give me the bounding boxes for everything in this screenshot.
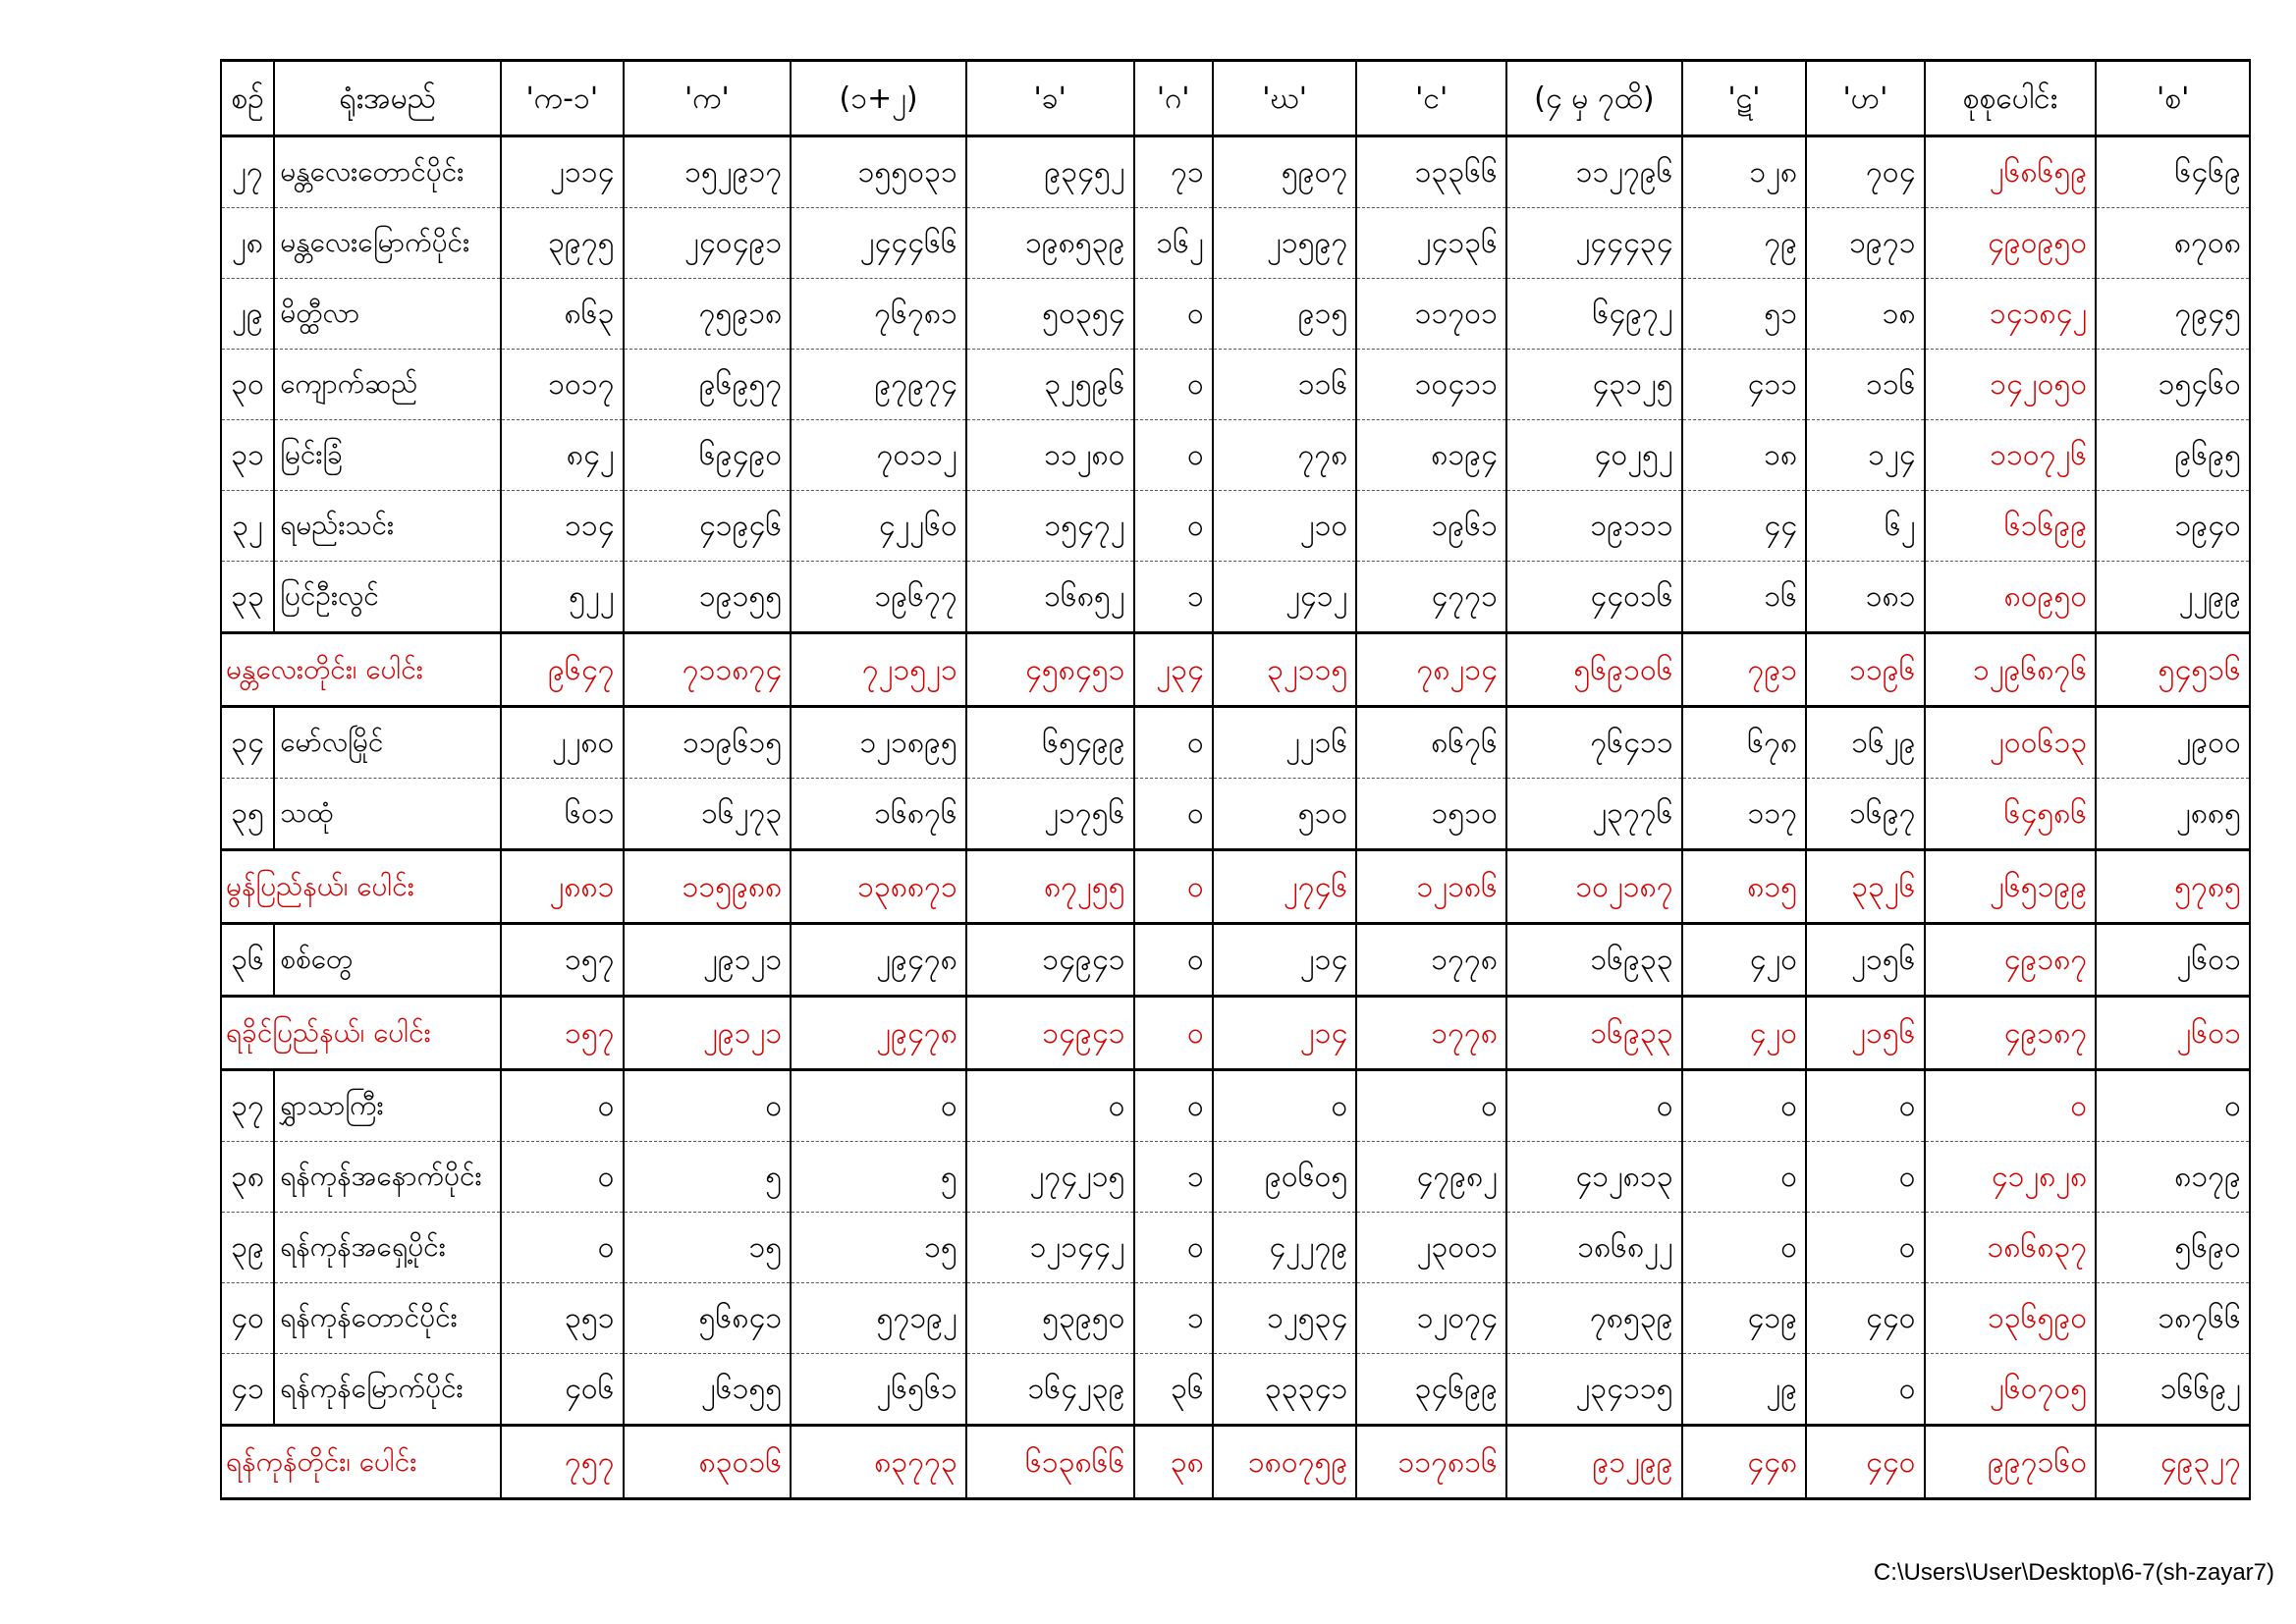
total-cell: ၄၉၁၈၇ — [1925, 924, 2097, 997]
column-header: (၁+၂) — [791, 61, 966, 136]
table-cell: ၄၁၁ — [1682, 350, 1806, 420]
row-number: ၃၉ — [221, 1213, 274, 1283]
table-cell: ၁၇၇၈ — [1356, 924, 1506, 997]
table-cell: ၂၂၉၉ — [2096, 562, 2250, 633]
table-cell: ၉၇၉၇၄ — [791, 350, 966, 420]
table-cell: ၀ — [1134, 491, 1213, 562]
table-cell: ၂၉၄၇၈ — [791, 997, 966, 1070]
table-cell: ၁၂၅၃၄ — [1213, 1283, 1357, 1354]
table-cell: ၁၉၈၅၃၉ — [966, 208, 1134, 279]
table-cell: ၁၄၉၄၁ — [966, 997, 1134, 1070]
table-cell: ၂၉၁၂၁ — [624, 924, 792, 997]
table-row — [221, 136, 2250, 208]
office-name: ကျောက်ဆည် — [274, 350, 501, 420]
table-cell: ၁၆၂၇၃ — [624, 779, 792, 850]
table-cell: ၀ — [1806, 1142, 1924, 1213]
table-cell: ၂၇၄၂၁၅ — [966, 1142, 1134, 1213]
table-cell: ၇၈၂၁၄ — [1356, 633, 1506, 707]
table-cell: ၃၅၁ — [501, 1283, 623, 1354]
table-cell: ၀ — [501, 1213, 623, 1283]
table-cell: ၄၃၁၂၅ — [1506, 350, 1682, 420]
table-cell: ၄၄၈ — [1682, 1426, 1806, 1499]
table-cell: ၈၁၉၄ — [1356, 420, 1506, 491]
subtotal-label: မွန်ပြည်နယ်၊ ပေါင်း — [221, 850, 501, 924]
table-cell: ၁၅၅၀၃၁ — [791, 136, 966, 208]
table-cell: ၈၇၀၈ — [2096, 208, 2250, 279]
total-cell: ၁၄၂၀၅၀ — [1925, 350, 2097, 420]
table-cell: ၈၆၃ — [501, 279, 623, 350]
table-cell: ၅၂၂ — [501, 562, 623, 633]
office-name: ပြင်ဦးလွင် — [274, 562, 501, 633]
table-cell: ၁၆၆၉၂ — [2096, 1354, 2250, 1426]
table-cell: ၂၃၄ — [1134, 633, 1213, 707]
table-cell: ၅၉၀၇ — [1213, 136, 1357, 208]
table-cell: ၃၈ — [1134, 1426, 1213, 1499]
table-cell: ၁၅၇ — [501, 997, 623, 1070]
row-number: ၃၂ — [221, 491, 274, 562]
table-cell: ၄၉၃၂၇ — [2096, 1426, 2250, 1499]
table-cell: ၆၉၄၉၀ — [624, 420, 792, 491]
table-cell: ၅၆၈၄၁ — [624, 1283, 792, 1354]
table-cell: ၂၆၁၅၅ — [624, 1354, 792, 1426]
column-header: 'က' — [624, 61, 792, 136]
table-cell: ၁ — [1134, 1283, 1213, 1354]
office-name: မန္တလေးမြောက်ပိုင်း — [274, 208, 501, 279]
table-cell: ၁၈၀၇၅၉ — [1213, 1426, 1357, 1499]
table-cell: ၁၉၆၁ — [1356, 491, 1506, 562]
table-cell: ၁၂၁၈၆ — [1356, 850, 1506, 924]
table-cell: ၁၅၂၉၁၇ — [624, 136, 792, 208]
table-row — [221, 1283, 2250, 1354]
table-cell: ၂၂၁၆ — [1213, 707, 1357, 779]
table-cell: ၅ — [791, 1142, 966, 1213]
table-cell: ၀ — [1134, 779, 1213, 850]
table-cell: ၂၆၀၁ — [2096, 924, 2250, 997]
table-cell: ၆၄၉၇၂ — [1506, 279, 1682, 350]
table-cell: ၀ — [791, 1070, 966, 1142]
table-cell: ၁၉၇၁ — [1806, 208, 1924, 279]
row-number: ၃၄ — [221, 707, 274, 779]
row-number: ၂၈ — [221, 208, 274, 279]
table-cell: ၄၄၀ — [1806, 1283, 1924, 1354]
table-cell: ၃၂၁၁၅ — [1213, 633, 1357, 707]
table-cell: ၁၁၂၇၉၆ — [1506, 136, 1682, 208]
table-cell: ၉၁၅ — [1213, 279, 1357, 350]
subtotal-row — [221, 1426, 2250, 1499]
subtotal-row — [221, 850, 2250, 924]
table-cell: ၂၁၀ — [1213, 491, 1357, 562]
table-cell: ၀ — [1213, 1070, 1357, 1142]
table-cell: ၂၉ — [1682, 1354, 1806, 1426]
table-cell: ၂၁၄ — [1213, 924, 1357, 997]
table-cell: ၁၆၄၂၃၉ — [966, 1354, 1134, 1426]
table-cell: ၂၁၅၆ — [1806, 997, 1924, 1070]
row-number: ၃၈ — [221, 1142, 274, 1213]
table-cell: ၄၂၀ — [1682, 997, 1806, 1070]
table-cell: ၄၅၈၄၅၁ — [966, 633, 1134, 707]
table-cell: ၈၁၇၉ — [2096, 1142, 2250, 1213]
table-row — [221, 707, 2250, 779]
table-cell: ၇၉၁ — [1682, 633, 1806, 707]
table-cell: ၅ — [624, 1142, 792, 1213]
table-cell: ၁၂၁၈၉၅ — [791, 707, 966, 779]
table-cell: ၁၀၂၁၈၇ — [1506, 850, 1682, 924]
table-cell: ၅၇၈၅ — [2096, 850, 2250, 924]
office-name: ရန်ကုန်အနောက်ပိုင်း — [274, 1142, 501, 1213]
table-cell: ၂၉၁၂၁ — [624, 997, 792, 1070]
table-cell: ၁၆ — [1682, 562, 1806, 633]
table-cell: ၀ — [1682, 1070, 1806, 1142]
row-number: ၂၇ — [221, 136, 274, 208]
table-cell: ၁၆၉၃၃ — [1506, 997, 1682, 1070]
total-cell: ၁၂၉၆၈၇၆ — [1925, 633, 2097, 707]
total-cell: ၁၃၆၅၉၀ — [1925, 1283, 2097, 1354]
table-row — [221, 562, 2250, 633]
table-cell: ၈၇၂၅၅ — [966, 850, 1134, 924]
table-cell: ၂၁၄ — [1213, 997, 1357, 1070]
row-number: ၃၅ — [221, 779, 274, 850]
column-header: 'စ' — [2096, 61, 2250, 136]
table-cell: ၈၆၇၆ — [1356, 707, 1506, 779]
row-number: ၄၁ — [221, 1354, 274, 1426]
column-header: 'ခ' — [966, 61, 1134, 136]
column-header: 'ဟ' — [1806, 61, 1924, 136]
table-cell: ၁၉၁၅၅ — [624, 562, 792, 633]
table-cell: ၄၀၂၅၂ — [1506, 420, 1682, 491]
table-cell: ၄၁၉ — [1682, 1283, 1806, 1354]
table-cell: ၇၆၄၁၁ — [1506, 707, 1682, 779]
table-cell: ၁ — [1134, 1142, 1213, 1213]
table-cell: ၃၂၅၉၆ — [966, 350, 1134, 420]
table-cell: ၂၄၄၄၃၄ — [1506, 208, 1682, 279]
table-cell: ၇၈၅၃၉ — [1506, 1283, 1682, 1354]
total-cell: ၂၆၀၇၀၅ — [1925, 1354, 2097, 1426]
table-cell: ၂၈၈၅ — [2096, 779, 2250, 850]
table-cell: ၂၃၀၀၁ — [1356, 1213, 1506, 1283]
table-cell: ၇၁ — [1134, 136, 1213, 208]
table-cell: ၅၆၉၁၀၆ — [1506, 633, 1682, 707]
table-header-row — [221, 61, 2250, 136]
table-cell: ၀ — [1134, 997, 1213, 1070]
table-cell: ၃၃၃၄၁ — [1213, 1354, 1357, 1426]
table-cell: ၇၀၄ — [1806, 136, 1924, 208]
table-cell: ၀ — [1134, 924, 1213, 997]
table-cell: ၁၆၂၉ — [1806, 707, 1924, 779]
report-table — [220, 59, 2251, 1500]
total-cell: ၁၈၆၈၃၇ — [1925, 1213, 2097, 1283]
office-name: စစ်တွေ — [274, 924, 501, 997]
table-cell: ၀ — [1806, 1213, 1924, 1283]
table-cell: ၁၃၃၆၆ — [1356, 136, 1506, 208]
table-cell: ၇၀၁၁၂ — [791, 420, 966, 491]
row-number: ၂၉ — [221, 279, 274, 350]
table-cell: ၉၁၂၉၉ — [1506, 1426, 1682, 1499]
total-cell: ၄၉၁၈၇ — [1925, 997, 2097, 1070]
table-cell: ၁၁၄ — [501, 491, 623, 562]
table-cell: ၁၆၂ — [1134, 208, 1213, 279]
table-cell: ၉၆၉၅ — [2096, 420, 2250, 491]
office-name: ရန်ကုန်အရှေ့ပိုင်း — [274, 1213, 501, 1283]
table-cell: ၁၅ — [791, 1213, 966, 1283]
table-cell: ၁၉၁၁၁ — [1506, 491, 1682, 562]
table-row — [221, 924, 2250, 997]
table-cell: ၆၂ — [1806, 491, 1924, 562]
table-cell: ၇၆၇၈၁ — [791, 279, 966, 350]
table-cell: ၃၃၂၆ — [1806, 850, 1924, 924]
table-row — [221, 491, 2250, 562]
table-cell: ၆၅၄၉၉ — [966, 707, 1134, 779]
table-cell: ၄၄၀၁၆ — [1506, 562, 1682, 633]
office-name: ရန်ကုန်တောင်ပိုင်း — [274, 1283, 501, 1354]
table-cell: ၈၃၇၇၃ — [791, 1426, 966, 1499]
table-cell: ၀ — [1134, 707, 1213, 779]
table-cell: ၁၁၇၈၁၆ — [1356, 1426, 1506, 1499]
table-cell: ၁၂၁၄၄၂ — [966, 1213, 1134, 1283]
table-cell: ၀ — [501, 1142, 623, 1213]
table-cell: ၀ — [624, 1070, 792, 1142]
table-cell: ၂၄၄၄၆၆ — [791, 208, 966, 279]
table-cell: ၁၅၄၆၀ — [2096, 350, 2250, 420]
column-header: (၄ မှ ၇ထိ) — [1506, 61, 1682, 136]
office-name: မိတ္ထီလာ — [274, 279, 501, 350]
table-cell: ၁၂၀၇၄ — [1356, 1283, 1506, 1354]
table-cell: ၇၇၈ — [1213, 420, 1357, 491]
table-cell: ၁၁၉၆၁၅ — [624, 707, 792, 779]
table-cell: ၇၅၇ — [501, 1426, 623, 1499]
table-cell: ၁၈ — [1806, 279, 1924, 350]
table-cell: ၁၈၆၈၂၂ — [1506, 1213, 1682, 1283]
table-cell: ၁၈၁ — [1806, 562, 1924, 633]
row-number: ၃၆ — [221, 924, 274, 997]
table-cell: ၁၅၁၀ — [1356, 779, 1506, 850]
table-cell: ၁၃၈၈၇၁ — [791, 850, 966, 924]
column-header: 'ဂ' — [1134, 61, 1213, 136]
table-cell: ၁၄၉၄၁ — [966, 924, 1134, 997]
table-cell: ၁၁၇၀၁ — [1356, 279, 1506, 350]
table-cell: ၀ — [2096, 1070, 2250, 1142]
table-cell: ၅၀၃၅၄ — [966, 279, 1134, 350]
office-name: ရမည်းသင်း — [274, 491, 501, 562]
table-cell: ၁၉၆၇၇ — [791, 562, 966, 633]
table-cell: ၄၂၂၇၉ — [1213, 1213, 1357, 1283]
row-number: ၃၃ — [221, 562, 274, 633]
table-cell: ၀ — [1806, 1070, 1924, 1142]
table-cell: ၁၁၂၈၀ — [966, 420, 1134, 491]
table-cell: ၄၁၂၈၁၃ — [1506, 1142, 1682, 1213]
table-cell: ၅၇၁၉၂ — [791, 1283, 966, 1354]
table-row — [221, 420, 2250, 491]
table-cell: ၅၃၉၅၀ — [966, 1283, 1134, 1354]
total-cell: ၂၆၅၁၉၉ — [1925, 850, 2097, 924]
table-cell: ၅၁ — [1682, 279, 1806, 350]
column-header: 'ဋ' — [1682, 61, 1806, 136]
table-cell: ၅၁၀ — [1213, 779, 1357, 850]
table-cell: ၃၆ — [1134, 1354, 1213, 1426]
table-cell: ၅၄၅၁၆ — [2096, 633, 2250, 707]
office-name: မြင်းခြံ — [274, 420, 501, 491]
table-cell: ၀ — [1806, 1354, 1924, 1426]
column-header: စဉ် — [221, 61, 274, 136]
row-number: ၃၀ — [221, 350, 274, 420]
table-cell: ၁၆၉၃၃ — [1506, 924, 1682, 997]
table-row — [221, 1213, 2250, 1283]
total-cell: ၁၄၁၈၄၂ — [1925, 279, 2097, 350]
table-cell: ၄၁၉၄၆ — [624, 491, 792, 562]
table-cell: ၇၉၄၅ — [2096, 279, 2250, 350]
table-cell: ၄၄ — [1682, 491, 1806, 562]
table-cell: ၄၀၆ — [501, 1354, 623, 1426]
table-cell: ၀ — [1134, 850, 1213, 924]
subtotal-row — [221, 997, 2250, 1070]
table-row — [221, 279, 2250, 350]
table-cell: ၀ — [1682, 1142, 1806, 1213]
table-cell: ၂၇၄၆ — [1213, 850, 1357, 924]
table-cell: ၂၆၀၁ — [2096, 997, 2250, 1070]
table-cell: ၁၁၆ — [1806, 350, 1924, 420]
subtotal-label: ရန်ကုန်တိုင်း၊ ပေါင်း — [221, 1426, 501, 1499]
column-header: 'က-၁' — [501, 61, 623, 136]
table-cell: ၃၉၇၅ — [501, 208, 623, 279]
table-cell: ၀ — [1134, 1213, 1213, 1283]
table-cell: ၁၅ — [624, 1213, 792, 1283]
table-cell: ၄၂၂၆၀ — [791, 491, 966, 562]
table-cell: ၇၁၁၈၇၄ — [624, 633, 792, 707]
table-cell: ၁၁၇ — [1682, 779, 1806, 850]
table-cell: ၀ — [1506, 1070, 1682, 1142]
table-cell: ၆၁၃၈၆၆ — [966, 1426, 1134, 1499]
total-cell: ၄၁၂၈၂၈ — [1925, 1142, 2097, 1213]
total-cell: ၄၉၀၉၅၀ — [1925, 208, 2097, 279]
table-cell: ၉၆၉၅၇ — [624, 350, 792, 420]
table-cell: ၇၂၁၅၂၁ — [791, 633, 966, 707]
row-number: ၃၇ — [221, 1070, 274, 1142]
table-cell: ၀ — [1682, 1213, 1806, 1283]
table-cell: ၈၁၅ — [1682, 850, 1806, 924]
table-cell: ၂၂၈၀ — [501, 707, 623, 779]
table-cell: ၀ — [1356, 1070, 1506, 1142]
table-cell: ၄၇၇၁ — [1356, 562, 1506, 633]
table-cell: ၁၀၄၁၁ — [1356, 350, 1506, 420]
table-row — [221, 1354, 2250, 1426]
table-cell: ၀ — [1134, 420, 1213, 491]
column-header: 'င' — [1356, 61, 1506, 136]
subtotal-row — [221, 633, 2250, 707]
table-cell: ၂၄၀၄၉၁ — [624, 208, 792, 279]
table-cell: ၁၁၉၆ — [1806, 633, 1924, 707]
table-cell: ၆၀၁ — [501, 779, 623, 850]
table-cell: ၄၄၀ — [1806, 1426, 1924, 1499]
table-cell: ၁ — [1134, 562, 1213, 633]
office-name: မော်လမြိုင် — [274, 707, 501, 779]
table-cell: ၁၈ — [1682, 420, 1806, 491]
table-cell: ၁၁၅၉၈၈ — [624, 850, 792, 924]
table-cell: ၁၂၄ — [1806, 420, 1924, 491]
table-cell: ၀ — [501, 1070, 623, 1142]
table-cell: ၁၀၁၇ — [501, 350, 623, 420]
table-cell: ၈၃၀၁၆ — [624, 1426, 792, 1499]
table-cell: ၅၆၉၀ — [2096, 1213, 2250, 1283]
table-cell: ၈၄၂ — [501, 420, 623, 491]
total-cell: ၀ — [1925, 1070, 2097, 1142]
table-cell: ၁၆၈၅၂ — [966, 562, 1134, 633]
table-row — [221, 208, 2250, 279]
table-cell: ၇၉ — [1682, 208, 1806, 279]
row-number: ၄၀ — [221, 1283, 274, 1354]
table-cell: ၂၁၅၉၇ — [1213, 208, 1357, 279]
subtotal-label: ရခိုင်ပြည်နယ်၊ ပေါင်း — [221, 997, 501, 1070]
total-cell: ၆၁၆၉၉ — [1925, 491, 2097, 562]
table-cell: ၀ — [1134, 1070, 1213, 1142]
table-cell: ၂၁၇၅၆ — [966, 779, 1134, 850]
table-row — [221, 1142, 2250, 1213]
table-cell: ၉၀၆၀၅ — [1213, 1142, 1357, 1213]
table-row — [221, 779, 2250, 850]
total-cell: ၈၀၉၅၀ — [1925, 562, 2097, 633]
table-cell: ၄၇၉၈၂ — [1356, 1142, 1506, 1213]
table-cell: ၀ — [1134, 350, 1213, 420]
office-name: ရန်ကုန်မြောက်ပိုင်း — [274, 1354, 501, 1426]
table-cell: ၂၆၅၆၁ — [791, 1354, 966, 1426]
table-cell: ၁၉၄၀ — [2096, 491, 2250, 562]
table-cell: ၉၆၄၇ — [501, 633, 623, 707]
column-header: ရုံးအမည် — [274, 61, 501, 136]
table-cell: ၂၉၄၇၈ — [791, 924, 966, 997]
table-cell: ၂၄၁၂ — [1213, 562, 1357, 633]
column-header: 'ဃ' — [1213, 61, 1357, 136]
table-cell: ၁၇၇၈ — [1356, 997, 1506, 1070]
office-name: မန္တလေးတောင်ပိုင်း — [274, 136, 501, 208]
total-cell: ၂၆၈၆၅၉ — [1925, 136, 2097, 208]
table-row — [221, 350, 2250, 420]
table-cell: ၂၃၄၁၁၅ — [1506, 1354, 1682, 1426]
table-cell: ၃၄၆၉၉ — [1356, 1354, 1506, 1426]
table-cell: ၉၃၄၅၂ — [966, 136, 1134, 208]
table-cell: ၂၁၁၄ — [501, 136, 623, 208]
table-cell: ၂၈၈၁ — [501, 850, 623, 924]
column-header: စုစုပေါင်း — [1925, 61, 2097, 136]
table-cell: ၄၂၀ — [1682, 924, 1806, 997]
table-cell: ၁၁၆ — [1213, 350, 1357, 420]
table-cell: ၂၄၁၃၆ — [1356, 208, 1506, 279]
total-cell: ၂၀၀၆၁၃ — [1925, 707, 2097, 779]
table-cell: ၁၅၇ — [501, 924, 623, 997]
table-cell: ၇၅၉၁၈ — [624, 279, 792, 350]
row-number: ၃၁ — [221, 420, 274, 491]
table-cell: ၁၂၈ — [1682, 136, 1806, 208]
office-name: ရွှာသာကြီး — [274, 1070, 501, 1142]
table-cell: ၆၇၈ — [1682, 707, 1806, 779]
footer-file-path: C:\Users\User\Desktop\6-7(sh-zayar7) — [1873, 1559, 2274, 1586]
table-cell: ၁၆၉၇ — [1806, 779, 1924, 850]
table-cell: ၆၄၆၉ — [2096, 136, 2250, 208]
table-cell: ၂၁၅၆ — [1806, 924, 1924, 997]
table-cell: ၂၃၇၇၆ — [1506, 779, 1682, 850]
table-cell: ၀ — [1134, 279, 1213, 350]
table-cell: ၁၆၈၇၆ — [791, 779, 966, 850]
subtotal-label: မန္တလေးတိုင်း၊ ပေါင်း — [221, 633, 501, 707]
total-cell: ၁၁၀၇၂၆ — [1925, 420, 2097, 491]
table-row — [221, 1070, 2250, 1142]
total-cell: ၆၄၅၈၆ — [1925, 779, 2097, 850]
total-cell: ၉၉၇၁၆၀ — [1925, 1426, 2097, 1499]
table-cell: ၂၉၀၀ — [2096, 707, 2250, 779]
table-cell: ၀ — [966, 1070, 1134, 1142]
table-cell: ၁၅၄၇၂ — [966, 491, 1134, 562]
office-name: သထုံ — [274, 779, 501, 850]
table-cell: ၁၈၇၆၆ — [2096, 1283, 2250, 1354]
